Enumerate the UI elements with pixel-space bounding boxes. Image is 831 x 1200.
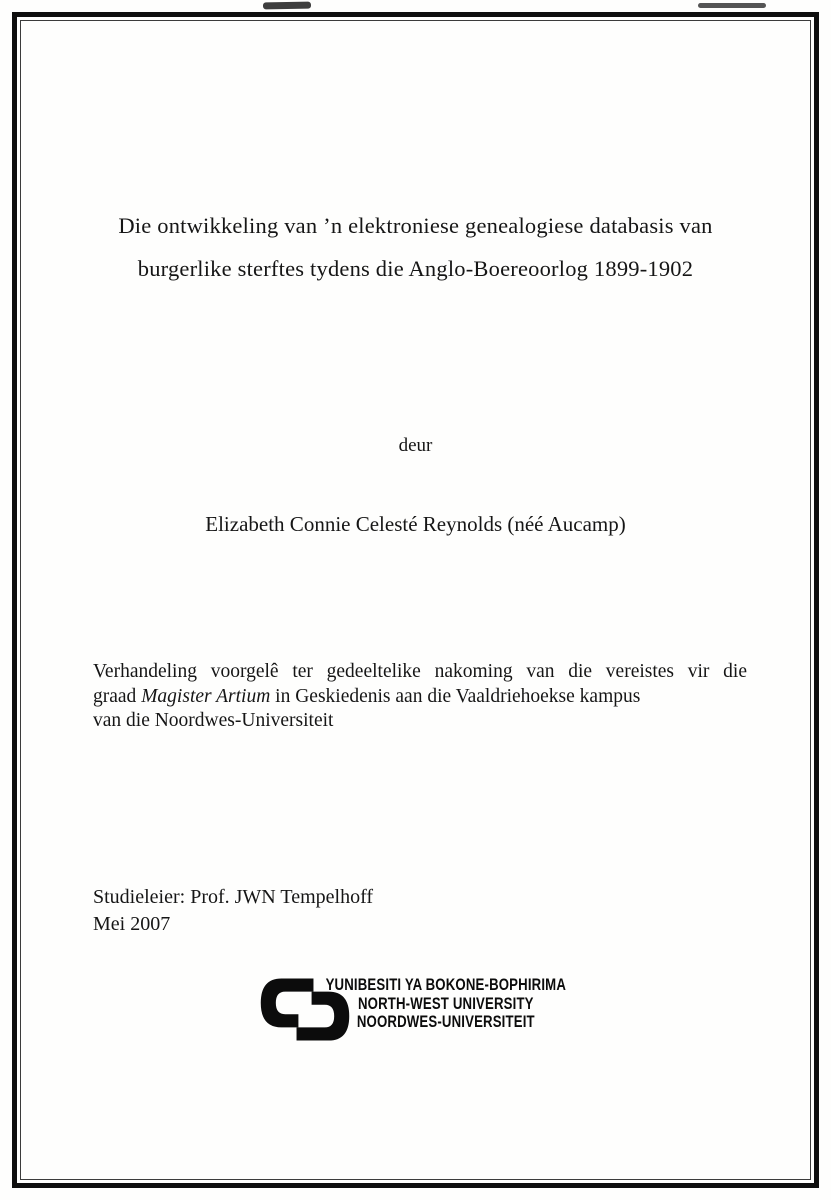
logo-line-setswana: YUNIBESITI YA BOKONE-BOPHIRIMA	[325, 976, 567, 994]
declaration-line3: van die Noordwes-Universiteit	[93, 710, 334, 731]
credits-block	[93, 884, 373, 938]
university-logo-text	[317, 976, 575, 1032]
degree-name: Magister Artium	[141, 685, 271, 707]
scan-artifact	[263, 2, 311, 10]
declaration-line2-post: in Geskiedenis aan die Vaaldriehoekse kampus	[270, 685, 641, 707]
date-line: Mei 2007	[93, 913, 171, 935]
supervisor-line: Studieleier: Prof. JWN Tempelhoff	[93, 886, 374, 908]
thesis-title-line2: burgerlike sterftes tydens die Anglo-Boereoorlog 1899-1902	[137, 256, 694, 281]
declaration-line2	[93, 685, 747, 710]
thesis-title	[60, 204, 771, 290]
thesis-title-line1: Die ontwikkeling van ’n elektroniese genealogiese databasis van	[118, 213, 713, 238]
author-name: Elizabeth Connie Celesté Reynolds (néé Aucamp)	[205, 512, 626, 536]
logo-line-afrikaans: NOORDWES-UNIVERSITEIT	[356, 1013, 535, 1031]
declaration-line1: Verhandeling voorgelê ter gedeeltelike nakoming van die vereistes vir die	[93, 661, 747, 682]
byline-label: deur	[398, 435, 433, 456]
logo-line-english: NORTH-WEST UNIVERSITY	[357, 994, 534, 1013]
declaration-paragraph	[93, 660, 747, 734]
scan-artifact	[698, 3, 766, 8]
declaration-line2-pre: graad	[93, 685, 142, 707]
